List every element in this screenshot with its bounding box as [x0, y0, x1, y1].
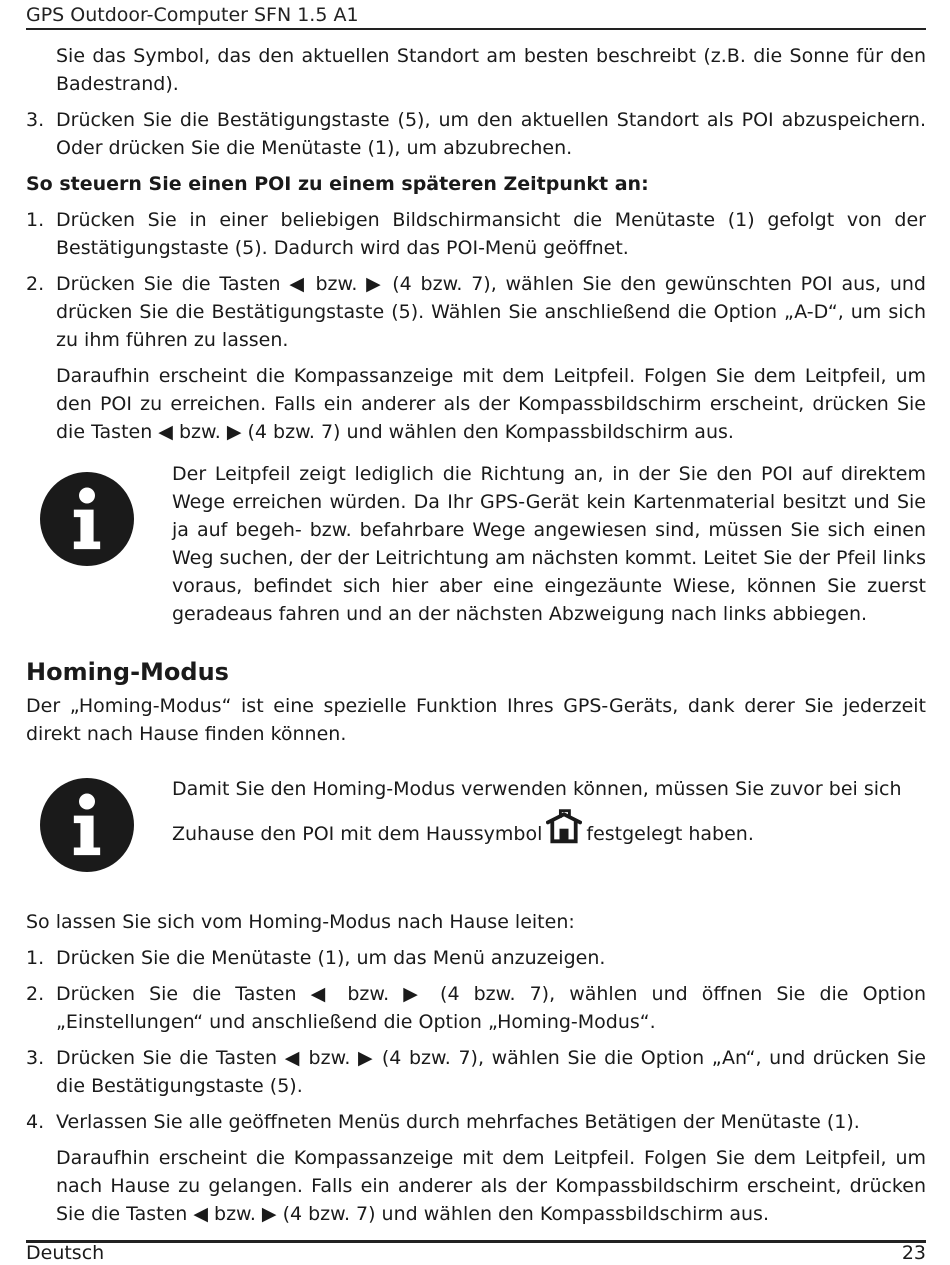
note-text: Der Leitpfeil zeigt lediglich die Richtung an, in der Sie den POI auf direktem Wege erreichen würden. Da Ihr GPS-Gerät kein Kartenmaterial besitzt und Sie ja auf begeh- bzw. befahrbare Wege angewiesen sind, müssen Sie sich einen Weg suchen, der der Leitrichtung am nächsten kommt. Leitet Sie der Pfeil links voraus, befindet sich hier aber eine eingezäunte Wiese, können Sie zuerst geradeaus fahren und an der nächsten Abzweigung nach links abbiegen. [172, 463, 926, 625]
step-text: Drücken Sie in einer beliebigen Bildschirmansicht die Menütaste (1) gefolgt von der Bestätigungstaste (5). Dadurch wird das POI-Menü geöffnet. [56, 209, 926, 259]
step-number: 1. [26, 209, 45, 231]
step-text: Drücken Sie die Tasten ◀ bzw. ▶ (4 bzw. 7), wählen Sie die Option „An“, und drücken Sie die Bestätigungstaste (5). [56, 1047, 926, 1097]
page-content [26, 42, 926, 1228]
house-icon [546, 808, 582, 844]
step-text: Drücken Sie die Bestätigungstaste (5), um den aktuellen Standort als POI abzuspeichern. Oder drücken Sie die Menütaste (1), um abzubrechen. [56, 109, 926, 159]
step-text: Drücken Sie die Menütaste (1), um das Menü anzuzeigen. [56, 947, 606, 969]
step-number: 2. [26, 273, 45, 295]
step-number: 4. [26, 1111, 45, 1133]
step-text: Drücken Sie die Tasten ◀ bzw. ▶ (4 bzw. 7), wählen Sie den gewünschten POI aus, und drücken Sie die Bestätigungstaste (5). Wählen Sie anschließend die Option „A-D“, um sich zu ihm führen zu lassen. [56, 273, 926, 351]
step-number: 3. [26, 1047, 45, 1069]
list-item [26, 206, 926, 262]
list-item [26, 270, 926, 354]
list-item [26, 1044, 926, 1100]
info-icon [40, 778, 134, 872]
step-number: 1. [26, 947, 45, 969]
result-text: Daraufhin erscheint die Kompassanzeige mit dem Leitpfeil. Folgen Sie dem Leitpfeil, um den POI zu erreichen. Falls ein anderer als der Kompassbildschirm erscheint, drücken Sie die Tasten ◀ bzw. ▶ (4 bzw. 7) und wählen den Kompassbildschirm aus. [56, 365, 926, 443]
note-text-after: festgelegt haben. [586, 823, 754, 845]
note-text-before: Damit Sie den Homing-Modus verwenden können, müssen Sie zuvor bei sich Zuhause den POI mit dem Haussymbol [172, 778, 902, 845]
list-item [26, 106, 926, 162]
info-note [26, 460, 926, 636]
note-text [172, 770, 926, 853]
list-item [26, 1108, 926, 1136]
homing-intro: Der „Homing-Modus“ ist eine spezielle Funktion Ihres GPS-Geräts, dank derer Sie jederzeit direkt nach Hause finden können. [26, 695, 926, 745]
running-title: GPS Outdoor-Computer SFN 1.5 A1 [26, 2, 926, 30]
list-item [26, 980, 926, 1036]
step-text: Verlassen Sie alle geöffneten Menüs durch mehrfaches Betätigen der Menütaste (1). [56, 1111, 860, 1133]
page-number: 23 [901, 1242, 926, 1264]
step-number: 3. [26, 109, 45, 131]
info-icon [40, 472, 134, 566]
subsection-heading: So steuern Sie einen POI zu einem späteren Zeitpunkt an: [26, 173, 649, 195]
manual-page [26, 0, 926, 1263]
result-text: Daraufhin erscheint die Kompassanzeige mit dem Leitpfeil. Folgen Sie dem Leitpfeil, um nach Hause zu gelangen. Falls ein anderer als der Kompassbildschirm erscheint, drücken Sie die Tasten ◀ bzw. ▶ (4 bzw. 7) und wählen den Kompassbildschirm aus. [56, 1147, 926, 1225]
step-number: 2. [26, 983, 45, 1005]
continuation-text: Sie das Symbol, das den aktuellen Standort am besten beschreibt (z.B. die Sonne für den Badestrand). [56, 45, 926, 95]
homing-lead: So lassen Sie sich vom Homing-Modus nach Hause leiten: [26, 911, 575, 933]
step-text: Drücken Sie die Tasten ◀ bzw. ▶ (4 bzw. 7), wählen und öffnen Sie die Option „Einstellungen“ und anschließend die Option „Homing-Modus“. [56, 983, 926, 1033]
footer-language: Deutsch [26, 1242, 105, 1264]
section-title: Homing-Modus [26, 658, 229, 686]
info-note [26, 770, 926, 882]
list-item [26, 944, 926, 972]
footer-divider [26, 1240, 926, 1243]
